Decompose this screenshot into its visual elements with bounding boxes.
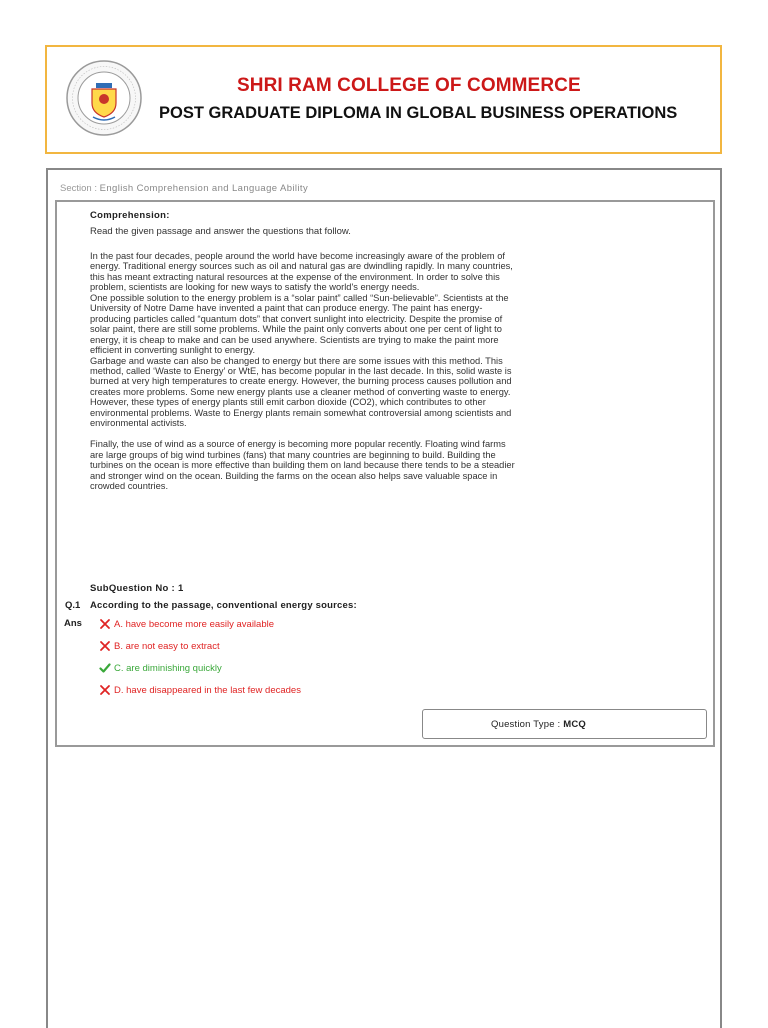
option-text: B. are not easy to extract	[114, 640, 220, 652]
section-line	[60, 183, 308, 194]
header-banner	[45, 45, 722, 154]
option-text: A. have become more easily available	[114, 618, 275, 630]
comprehension-intro: Read the given passage and answer the questions that follow.	[90, 226, 351, 237]
question-panel	[46, 168, 722, 1028]
college-name: SHRI RAM COLLEGE OF COMMERCE	[237, 75, 581, 96]
option-b	[99, 640, 220, 652]
section-label: Section :	[60, 183, 100, 194]
question-number: Q.1	[65, 600, 81, 611]
program-name: POST GRADUATE DIPLOMA IN GLOBAL BUSINESS OPERATIONS	[159, 104, 678, 122]
wrong-cross-icon	[99, 684, 111, 696]
comprehension-passage	[90, 251, 515, 491]
passage-paragraph: In the past four decades, people around the world have become increasingly aware of the problem of energy. Traditional energy sources such as oil and natural gas are dwindling rapidly. In many countries, this has meant extracting natural resources at the expense of the environment. In order to solve this problem, scientists are looking for new ways to satisfy the world's energy needs.	[90, 251, 513, 293]
question-type-box	[422, 709, 707, 739]
question-text: According to the passage, conventional energy sources:	[90, 600, 357, 611]
passage-paragraph: Finally, the use of wind as a source of energy is becoming more popular recently. Floating wind farms are large groups of big wind turbines (fans) that many countries are beginning to build. Building the turbines on the ocean is more effective than building them on land because there tends to be a steadier and stronger wind on the ocean. Building the farms on the ocean also helps save valuable space in crowded countries.	[90, 439, 515, 492]
correct-check-icon	[99, 662, 111, 674]
question-type	[491, 719, 586, 730]
college-seal-logo	[65, 59, 143, 137]
passage-paragraph: Garbage and waste can also be changed to energy but there are some issues with this method. This method, called ‘Waste to Energy’ or WtE, has become popular in the last decade. In this, solid waste is burned at very high temperatures to create energy. However, the burning process causes pollution and creates more problems. Some new energy plants use a cleaner method of converting waste to energy. However, these types of energy plants still emit carbon dioxide (CO2), which contributes to other environmental problems. Waste to Energy plants remain somewhat controversial among scientists and environmental activists.	[90, 355, 512, 429]
question-type-value: MCQ	[563, 719, 586, 730]
option-text: C. are diminishing quickly	[114, 662, 222, 674]
subquestion-number: SubQuestion No : 1	[90, 583, 184, 594]
question-box	[55, 200, 715, 747]
answer-label: Ans	[64, 618, 82, 629]
section-name: English Comprehension and Language Ability	[99, 183, 309, 194]
question-type-label: Question Type :	[491, 719, 564, 730]
comprehension-title: Comprehension:	[90, 210, 170, 221]
wrong-cross-icon	[99, 640, 111, 652]
option-d	[99, 684, 301, 696]
wrong-cross-icon	[99, 618, 111, 630]
option-c	[99, 662, 222, 674]
passage-paragraph: One possible solution to the energy problem is a “solar paint” called “Sun-believable”. Scientists at the University of Notre Dame have invented a paint that can produce energy. The paint has energy-producing particles called “quantum dots” that convert sunlight into electricity. Despite the promise of solar paint, there are still some problems. While the paint only converts about one per cent of light to energy, it is cheap to make and can be used anywhere. Scientists are trying to make the paint more efficient in converting sunlight to energy.	[90, 292, 509, 356]
option-text: D. have disappeared in the last few decades	[114, 684, 301, 696]
option-a	[99, 618, 274, 630]
